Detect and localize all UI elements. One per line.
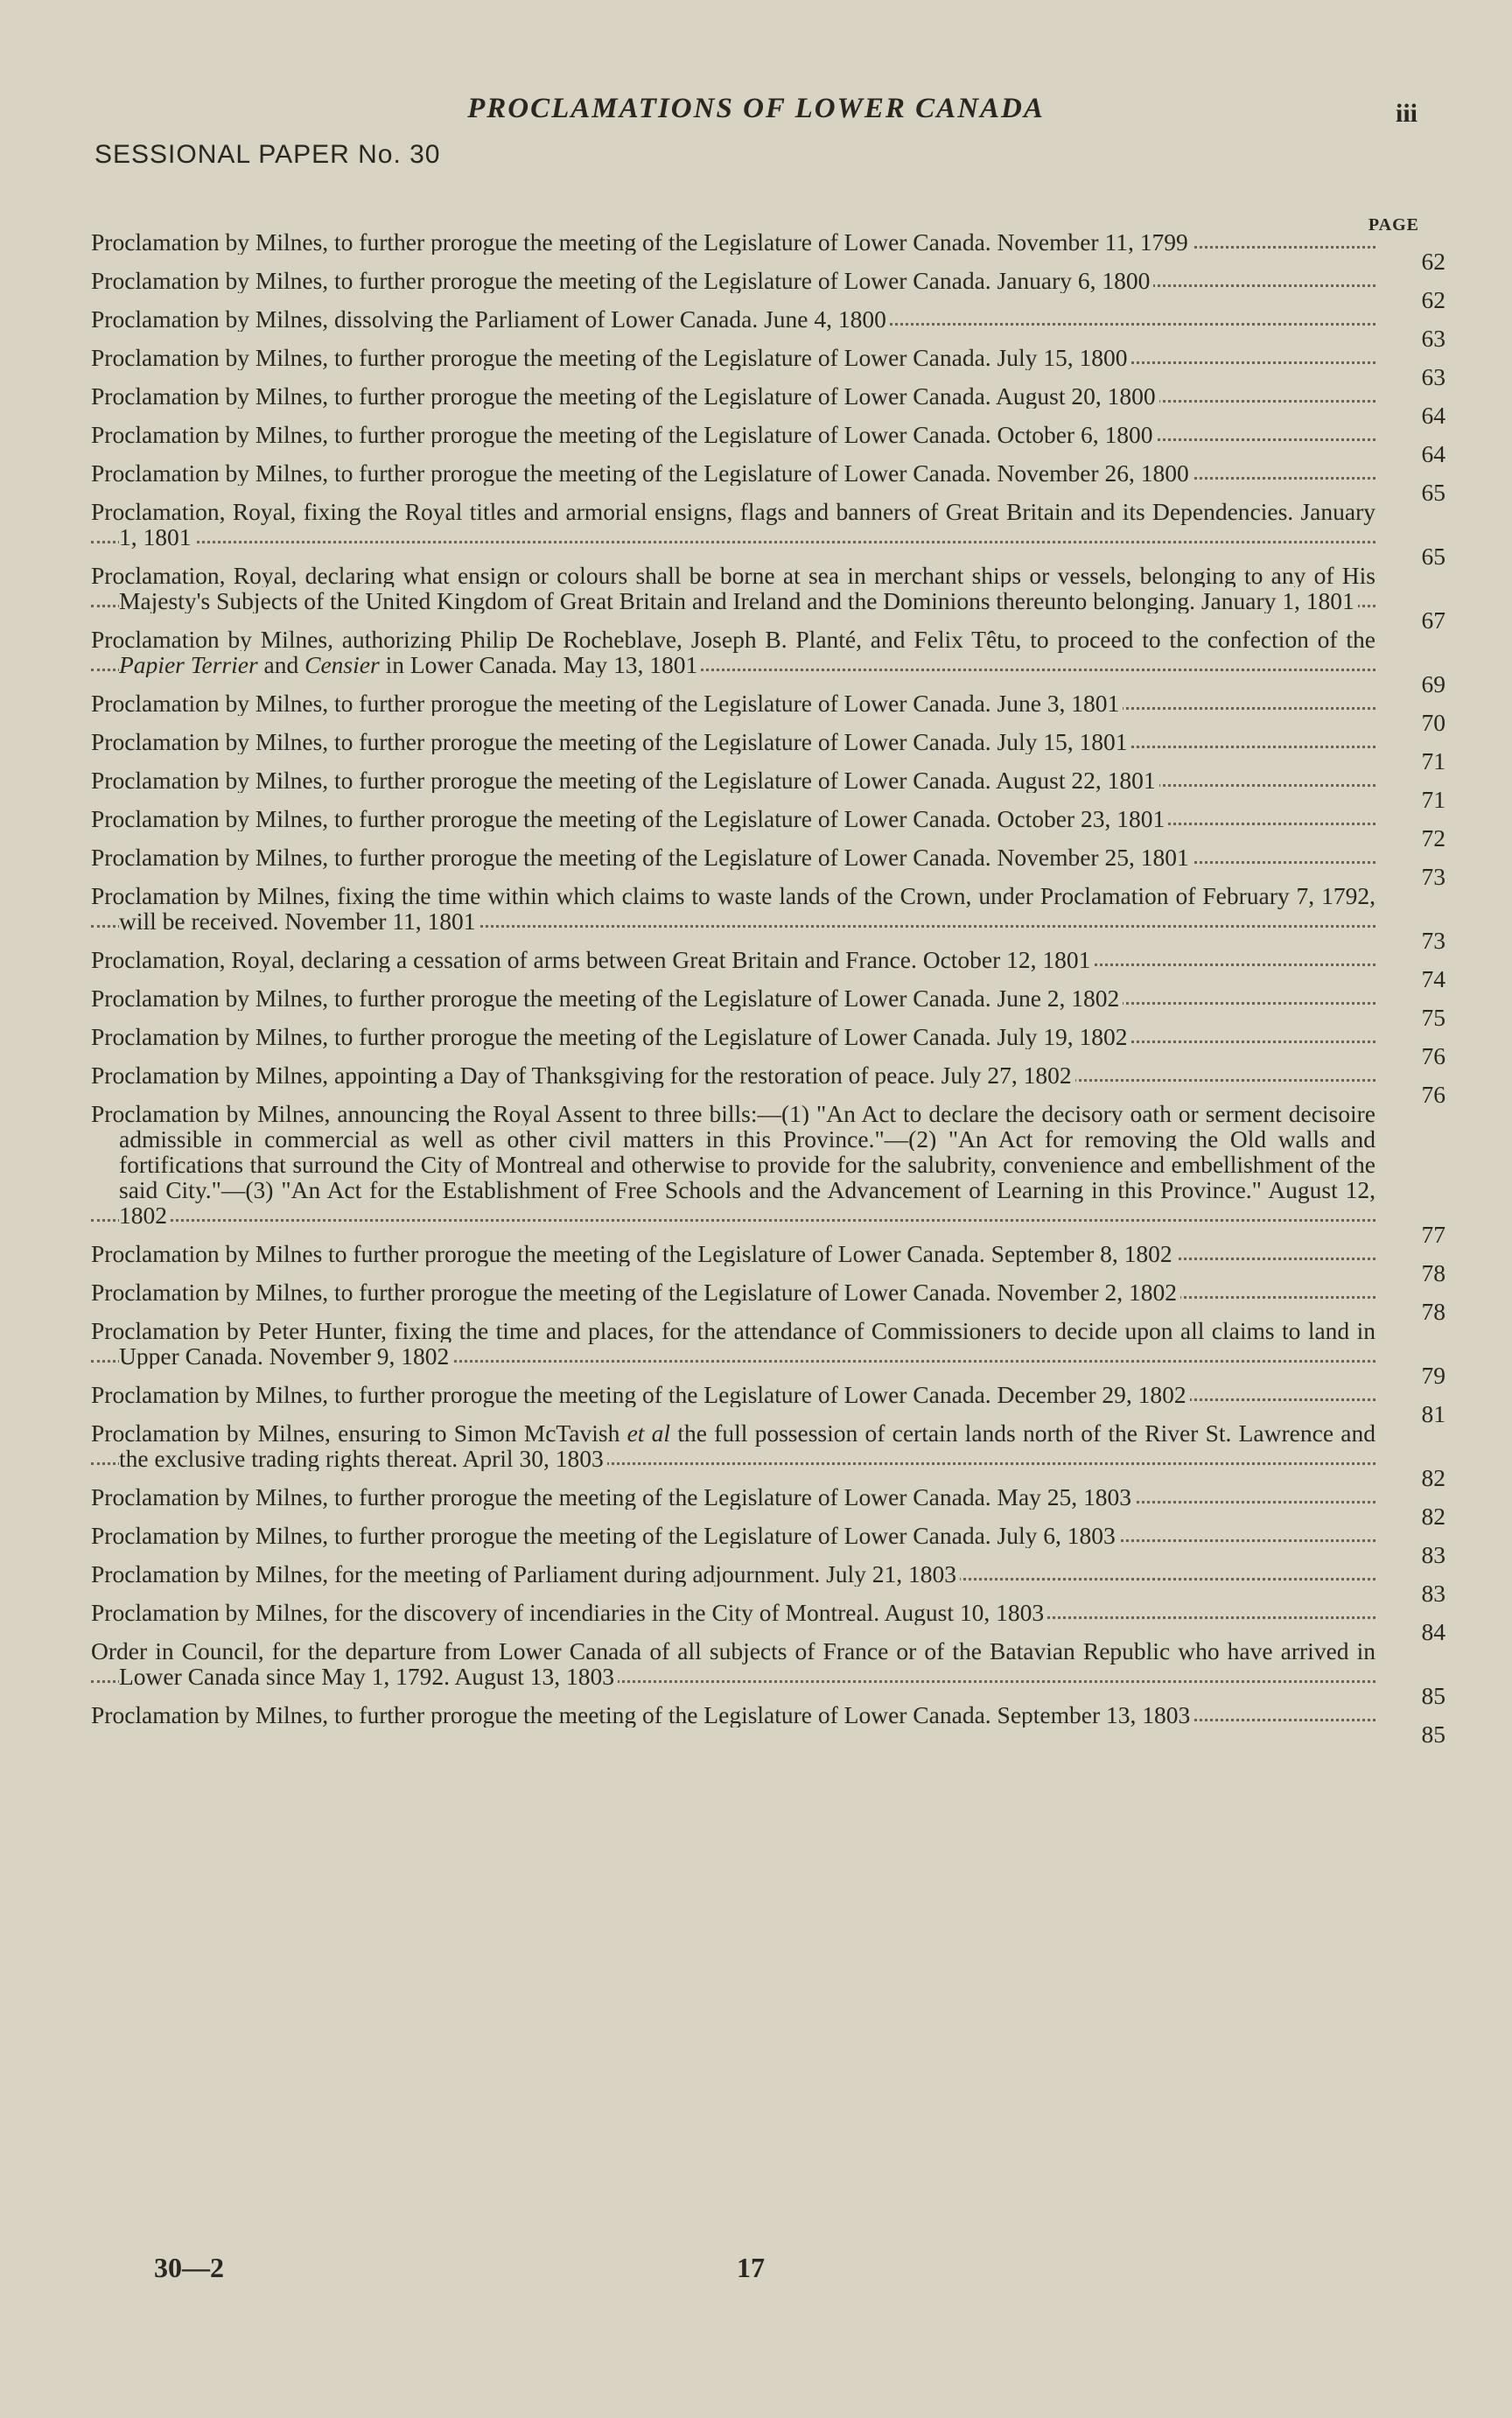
toc-entry-label: Proclamation by Milnes, ensuring to Simon McTavish et al the full possession of certain lands north of the River St. Lawrence and the exclusive trading rights thereat. April 30, 1803: [91, 1420, 1376, 1471]
toc-entry-text: [91, 1420, 1376, 1471]
toc-entry-page: 75: [1421, 1004, 1446, 1031]
toc-entry-text: [91, 306, 1376, 332]
toc-entry: [91, 268, 1446, 313]
toc-entry: [91, 1484, 1446, 1530]
toc-entry-page: 72: [1421, 824, 1446, 852]
toc-entry: [91, 806, 1446, 852]
toc-entry-page: 81: [1421, 1400, 1446, 1427]
toc-entry: [91, 1318, 1446, 1389]
toc-entry-page: 85: [1421, 1721, 1446, 1748]
toc-entry-label: Proclamation by Milnes, to further prorogue the meeting of the Legislature of Lower Canada. August 20, 1800: [91, 383, 1159, 409]
toc-entry-page: 65: [1421, 479, 1446, 506]
toc-entry: [91, 1420, 1446, 1491]
toc-entry-text: [91, 690, 1376, 716]
toc-entry-label: Proclamation by Peter Hunter, fixing the time and places, for the attendance of Commissioners to decide upon all claims to land in Upper Canada. November 9, 1802: [91, 1318, 1376, 1369]
toc-entry-label: Proclamation by Milnes, to further prorogue the meeting of the Legislature of Lower Canada. December 29, 1802: [91, 1382, 1190, 1407]
toc-entry-page: 84: [1421, 1618, 1446, 1645]
toc-entry: [91, 883, 1446, 954]
toc-entry: [91, 1523, 1446, 1568]
toc-entry: [91, 627, 1446, 697]
toc-entry-text: [91, 1561, 1376, 1587]
toc-entry: [91, 1279, 1446, 1325]
toc-entry: [91, 345, 1446, 390]
toc-entry-page: 83: [1421, 1580, 1446, 1607]
toc-entry: [91, 1241, 1446, 1286]
toc-entry-label: Proclamation by Milnes, for the meeting of Parliament during adjournment. July 21, 1803: [91, 1561, 960, 1587]
toc-entry-page: 78: [1421, 1298, 1446, 1325]
toc-entry-page: 82: [1421, 1503, 1446, 1530]
toc-entry: [91, 1600, 1446, 1645]
toc-entry-text: [91, 460, 1376, 486]
toc-entry-text: [91, 1101, 1376, 1228]
toc-entry-text: [91, 985, 1376, 1011]
toc-entry-text: [91, 627, 1376, 677]
toc-entry-text: [91, 563, 1376, 613]
toc-entry-page: 74: [1421, 965, 1446, 992]
toc-entry-text: [91, 806, 1376, 831]
toc-entry-page: 79: [1421, 1362, 1446, 1389]
toc-entry: [91, 499, 1446, 570]
toc-entry-page: 73: [1421, 863, 1446, 890]
sessional-paper-label: SESSIONAL PAPER No. 30: [94, 140, 441, 169]
toc-entry-label: Proclamation by Milnes, to further prorogue the meeting of the Legislature of Lower Canada. May 25, 1803: [91, 1484, 1135, 1510]
table-of-contents: [91, 229, 1446, 1748]
toc-entry-text: [91, 1702, 1376, 1728]
toc-entry-label: Proclamation by Milnes to further prorogue the meeting of the Legislature of Lower Canada. September 8, 1802: [91, 1241, 1176, 1266]
toc-entry: [91, 845, 1446, 890]
toc-entry-label: Proclamation by Milnes, fixing the time within which claims to waste lands of the Crown, under Proclamation of February 7, 1792, will be received. November 11, 1801: [91, 883, 1376, 934]
toc-entry: [91, 1638, 1446, 1709]
toc-entry: [91, 1024, 1446, 1069]
toc-entry-page: 69: [1421, 670, 1446, 697]
toc-entry-text: [91, 1638, 1376, 1689]
toc-entry-text: [91, 268, 1376, 293]
toc-entry: [91, 422, 1446, 467]
toc-entry-text: [91, 883, 1376, 934]
toc-entry-page: 71: [1421, 747, 1446, 774]
toc-entry: [91, 460, 1446, 506]
toc-entry-page: 63: [1421, 363, 1446, 390]
toc-entry: [91, 383, 1446, 429]
toc-entry-page: 62: [1421, 248, 1446, 275]
toc-entry: [91, 1702, 1446, 1748]
toc-entry-page: 83: [1421, 1541, 1446, 1568]
toc-entry-text: [91, 1484, 1376, 1510]
toc-entry-text: [91, 845, 1376, 870]
toc-entry-text: [91, 383, 1376, 409]
toc-entry-label: Proclamation by Milnes, to further prorogue the meeting of the Legislature of Lower Canada. June 2, 1802: [91, 985, 1123, 1011]
toc-entry-text: [91, 1062, 1376, 1088]
toc-entry-text: [91, 947, 1376, 972]
toc-entry-label: Proclamation, Royal, fixing the Royal titles and armorial ensigns, flags and banners of Great Britain and its Dependencies. January 1, 1801: [91, 499, 1376, 550]
toc-entry-text: [91, 767, 1376, 793]
toc-entry-page: 71: [1421, 786, 1446, 813]
toc-entry-text: [91, 729, 1376, 754]
toc-entry-page: 67: [1421, 606, 1446, 634]
folio-number: iii: [1395, 99, 1418, 128]
toc-entry-label: Proclamation by Milnes, to further prorogue the meeting of the Legislature of Lower Canada. October 23, 1801: [91, 806, 1168, 831]
toc-entry-page: 63: [1421, 325, 1446, 352]
toc-entry-label: Proclamation by Milnes, to further prorogue the meeting of the Legislature of Lower Canada. June 3, 1801: [91, 690, 1123, 716]
dot-leader: [91, 1219, 1376, 1222]
toc-entry: [91, 229, 1446, 275]
dot-leader: [91, 541, 1376, 543]
toc-entry-text: [91, 1318, 1376, 1369]
toc-entry: [91, 985, 1446, 1031]
toc-entry-label: Order in Council, for the departure from Lower Canada of all subjects of France or of the Batavian Republic who have arrived in Lower Canada since May 1, 1792. August 13, 1803: [91, 1638, 1376, 1689]
toc-entry-page: 85: [1421, 1682, 1446, 1709]
toc-entry-label: Proclamation by Milnes, to further prorogue the meeting of the Legislature of Lower Canada. July 15, 1801: [91, 729, 1131, 754]
toc-entry-page: 82: [1421, 1464, 1446, 1491]
toc-entry-label: Proclamation by Milnes, dissolving the Parliament of Lower Canada. June 4, 1800: [91, 306, 890, 332]
toc-entry-label: Proclamation by Milnes, to further prorogue the meeting of the Legislature of Lower Canada. October 6, 1800: [91, 422, 1156, 447]
toc-entry-label: Proclamation by Milnes, appointing a Day of Thanksgiving for the restoration of peace. July 27, 1802: [91, 1062, 1075, 1088]
toc-entry-label: Proclamation by Milnes, to further prorogue the meeting of the Legislature of Lower Canada. July 19, 1802: [91, 1024, 1131, 1049]
toc-entry-label: Proclamation, Royal, declaring a cessation of arms between Great Britain and France. October 12, 1801: [91, 947, 1094, 972]
toc-entry-text: [91, 1024, 1376, 1049]
toc-entry-page: 76: [1421, 1081, 1446, 1108]
toc-entry-label: Proclamation by Milnes, to further prorogue the meeting of the Legislature of Lower Canada. July 15, 1800: [91, 345, 1131, 370]
toc-entry-page: 78: [1421, 1259, 1446, 1286]
toc-entry-page: 64: [1421, 402, 1446, 429]
toc-entry: [91, 306, 1446, 352]
toc-entry-label: Proclamation by Milnes, to further prorogue the meeting of the Legislature of Lower Canada. November 25, 1801: [91, 845, 1193, 870]
toc-entry: [91, 1561, 1446, 1607]
toc-entry: [91, 767, 1446, 813]
toc-entry-label: Proclamation by Milnes, authorizing Philip De Rocheblave, Joseph B. Planté, and Felix Têtu, to proceed to the confection of the Papier Terrier and Censier in Lower Canada. May 13, 1801: [91, 627, 1376, 677]
toc-entry-label: Proclamation by Milnes, for the discovery of incendiaries in the City of Montreal. August 10, 1803: [91, 1600, 1047, 1625]
toc-entry-page: 70: [1421, 709, 1446, 736]
toc-entry-page: 73: [1421, 927, 1446, 954]
toc-entry-text: [91, 1241, 1376, 1266]
toc-entry-text: [91, 499, 1376, 550]
toc-entry-text: [91, 1523, 1376, 1548]
toc-entry: [91, 1062, 1446, 1108]
toc-entry-text: [91, 229, 1376, 255]
toc-entry-text: [91, 1279, 1376, 1305]
toc-entry-text: [91, 422, 1376, 447]
toc-entry-label: Proclamation by Milnes, announcing the Royal Assent to three bills:—(1) "An Act to declare the decisory oath or serment decisoire admissible in commercial as well as other civil matters in this Province."—(2) "An Act for removing the Old walls and fortifications that surround the City of Montreal and otherwise to provide for the salubrity, convenience and embellishment of the said City."—(3) "An Act for the Establishment of Free Schools and the Advancement of Learning in this Province." August 12, 1802: [91, 1101, 1376, 1228]
page-number: 17: [737, 2252, 765, 2283]
page-column-label: PAGE: [1368, 215, 1419, 235]
toc-entry-page: 65: [1421, 543, 1446, 570]
toc-entry-page: 77: [1421, 1221, 1446, 1248]
toc-entry-label: Proclamation by Milnes, to further prorogue the meeting of the Legislature of Lower Canada. September 13, 1803: [91, 1702, 1194, 1728]
toc-entry-text: [91, 1382, 1376, 1407]
toc-entry: [91, 729, 1446, 774]
toc-entry-page: 62: [1421, 286, 1446, 313]
running-title: PROCLAMATIONS OF LOWER CANADA: [467, 93, 1045, 124]
toc-entry: [91, 1101, 1446, 1248]
toc-entry-label: Proclamation by Milnes, to further prorogue the meeting of the Legislature of Lower Canada. November 26, 1800: [91, 460, 1193, 486]
toc-entry: [91, 563, 1446, 634]
toc-entry: [91, 690, 1446, 736]
toc-entry-text: [91, 1600, 1376, 1625]
toc-entry-label: Proclamation by Milnes, to further prorogue the meeting of the Legislature of Lower Canada. January 6, 1800: [91, 268, 1153, 293]
toc-entry-page: 64: [1421, 440, 1446, 467]
signature-mark: 30—2: [154, 2252, 224, 2283]
toc-entry-label: Proclamation, Royal, declaring what ensign or colours shall be borne at sea in merchant ships or vessels, belonging to any of His Majesty's Subjects of the United Kingdom of Great Britain and Ireland and the Dominions thereunto belonging. January 1, 1801: [91, 563, 1376, 613]
toc-entry: [91, 947, 1446, 992]
toc-entry-label: Proclamation by Milnes, to further prorogue the meeting of the Legislature of Lower Canada. August 22, 1801: [91, 767, 1159, 793]
toc-entry-text: [91, 345, 1376, 370]
toc-entry-label: Proclamation by Milnes, to further prorogue the meeting of the Legislature of Lower Canada. November 11, 1799: [91, 229, 1192, 255]
toc-entry: [91, 1382, 1446, 1427]
toc-entry-label: Proclamation by Milnes, to further prorogue the meeting of the Legislature of Lower Canada. November 2, 1802: [91, 1279, 1180, 1305]
toc-entry-label: Proclamation by Milnes, to further prorogue the meeting of the Legislature of Lower Canada. July 6, 1803: [91, 1523, 1119, 1548]
toc-entry-page: 76: [1421, 1042, 1446, 1069]
